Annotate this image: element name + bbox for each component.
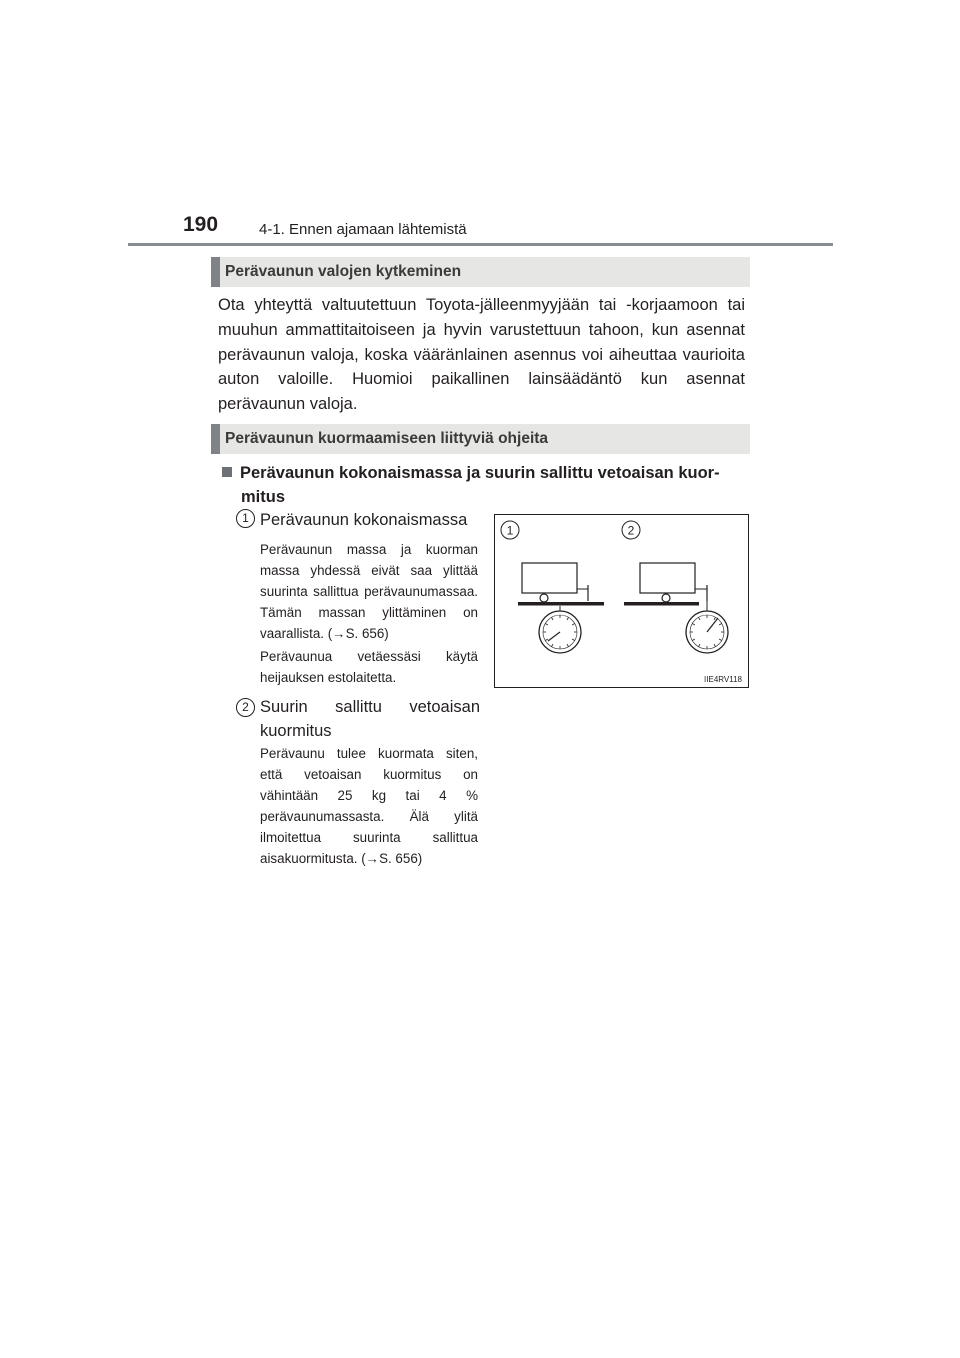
square-bullet-icon — [222, 467, 232, 477]
item-title-1: Perävaunun kokonaismassa — [260, 511, 468, 529]
heading-loading: Perävaunun kuormaamiseen liittyviä ohjeita — [225, 430, 549, 447]
subheading — [222, 461, 745, 509]
heading-accent — [211, 424, 220, 454]
platform-2 — [624, 602, 699, 606]
page-number: 190 — [183, 213, 219, 236]
figure-label-2: 2 — [627, 523, 635, 538]
section-title: 4-1. Ennen ajamaan lähtemistä — [259, 221, 467, 238]
figure-trailer-scales — [494, 514, 749, 688]
item-body-2: Perävaunu tulee kuormata siten, että vetoaisan kuormitus on vähintään 25 kg tai 4 % perävaunumassasta. Älä ylitä ilmoitettua suurinta sallittua aisakuormitusta. (→S. 656) — [260, 746, 478, 866]
heading-bar-trailer-lights — [211, 257, 750, 287]
figure-code: IIE4RV118 — [704, 675, 742, 684]
trailer-icon — [640, 563, 707, 602]
item-body-1: Perävaunun massa ja kuorman massa yhdessä eivät saa ylittää suurinta sallittua perävaunumassaa. Tämän massan ylittäminen on vaarallista. (→S. 656) — [260, 542, 478, 641]
platform-1 — [518, 602, 604, 606]
trailer-icon — [522, 563, 588, 602]
item-title-2-line2: kuormitus — [260, 722, 332, 740]
header-rule — [128, 243, 833, 246]
scale-gauge-icon — [539, 611, 581, 653]
item-number-1: 1 — [236, 509, 255, 528]
scale-gauge-icon — [686, 611, 728, 653]
figure-label-1: 1 — [506, 523, 514, 538]
heading-accent — [211, 257, 220, 287]
item-title-2-line1: Suurin sallittu vetoaisan — [260, 698, 480, 716]
heading-bar-loading — [211, 424, 750, 454]
trailer-scale-illustration — [495, 515, 748, 687]
subheading-line2: mitus — [241, 488, 286, 506]
paragraph-trailer-lights: Ota yhteyttä valtuutettuun Toyota-jälleenmyyjään tai -korjaamoon tai muuhun ammattitaitoiseen ja hyvin varustettuun tahoon, kun asennat perävaunun valoja, koska vääränlainen asennus voi aiheuttaa vaurioita auton valoille. Huomioi paikallinen lainsäädäntö kun asennat perävaunun valoja. — [218, 296, 745, 414]
heading-trailer-lights: Perävaunun valojen kytkeminen — [225, 263, 462, 280]
item-number-2: 2 — [236, 698, 255, 717]
item-note-1: Perävaunua vetäessäsi käytä heijauksen estolaitetta. — [260, 649, 478, 685]
subheading-line1: Perävaunun kokonaismassa ja suurin sallittu vetoaisan kuor- — [240, 464, 720, 482]
